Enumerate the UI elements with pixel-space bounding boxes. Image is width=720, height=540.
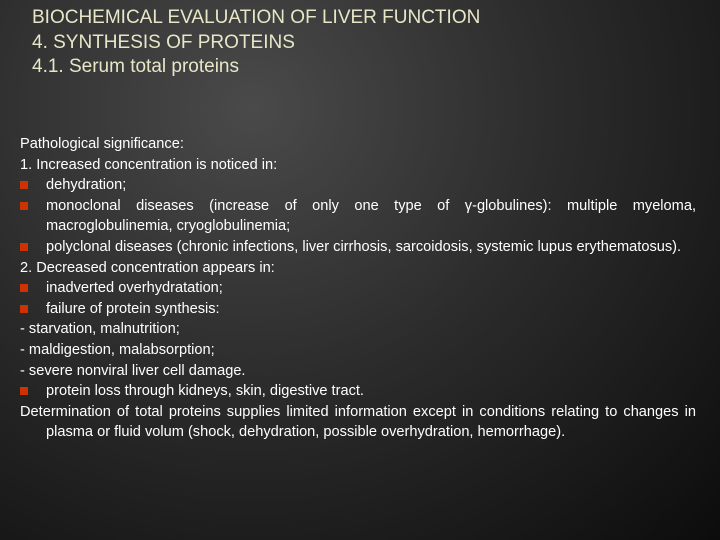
bullet-text: inadverted overhydratation;	[46, 280, 223, 297]
determination-paragraph: Determination of total proteins supplies limited information except in conditions relating to changes in plasma or fluid volum (shock, dehydration, possible overhydration, hemorrhage).	[20, 403, 696, 441]
slide-body	[20, 134, 696, 443]
decreased-heading: 2. Decreased concentration appears in:	[20, 259, 275, 276]
square-bullet-icon	[20, 181, 28, 189]
dash-item: - maldigestion, malabsorption;	[20, 341, 215, 358]
increased-heading: 1. Increased concentration is noticed in:	[20, 156, 278, 173]
square-bullet-icon	[20, 387, 28, 395]
square-bullet-icon	[20, 305, 28, 313]
square-bullet-icon	[20, 243, 28, 251]
slide-title	[32, 6, 692, 80]
title-line-3: 4.1. Serum total proteins	[32, 56, 239, 77]
bullet-item	[20, 381, 696, 402]
bullet-text: failure of protein synthesis:	[46, 300, 220, 317]
title-line-1: BIOCHEMICAL EVALUATION OF LIVER FUNCTION	[32, 7, 481, 28]
bullet-item	[20, 196, 696, 237]
title-line-2: 4. SYNTHESIS OF PROTEINS	[32, 31, 295, 53]
bullet-text: monoclonal diseases (increase of only one type of γ-globulines): multiple myeloma, macroglobulinemia, cryoglobulinemia;	[46, 197, 696, 235]
square-bullet-icon	[20, 202, 28, 210]
square-bullet-icon	[20, 284, 28, 292]
bullet-text: dehydration;	[46, 177, 127, 194]
dash-item: - severe nonviral liver cell damage.	[20, 362, 246, 379]
bullet-text: polyclonal diseases (chronic infections, liver cirrhosis, sarcoidosis, systemic lupus erythematosus).	[46, 238, 682, 255]
dash-item: - starvation, malnutrition;	[20, 321, 180, 338]
significance-heading: Pathological significance:	[20, 136, 184, 152]
bullet-text: protein loss through kidneys, skin, digestive tract.	[46, 383, 364, 400]
bullet-item	[20, 278, 696, 299]
bullet-item	[20, 299, 696, 320]
bullet-item	[20, 237, 696, 258]
bullet-item	[20, 175, 696, 196]
